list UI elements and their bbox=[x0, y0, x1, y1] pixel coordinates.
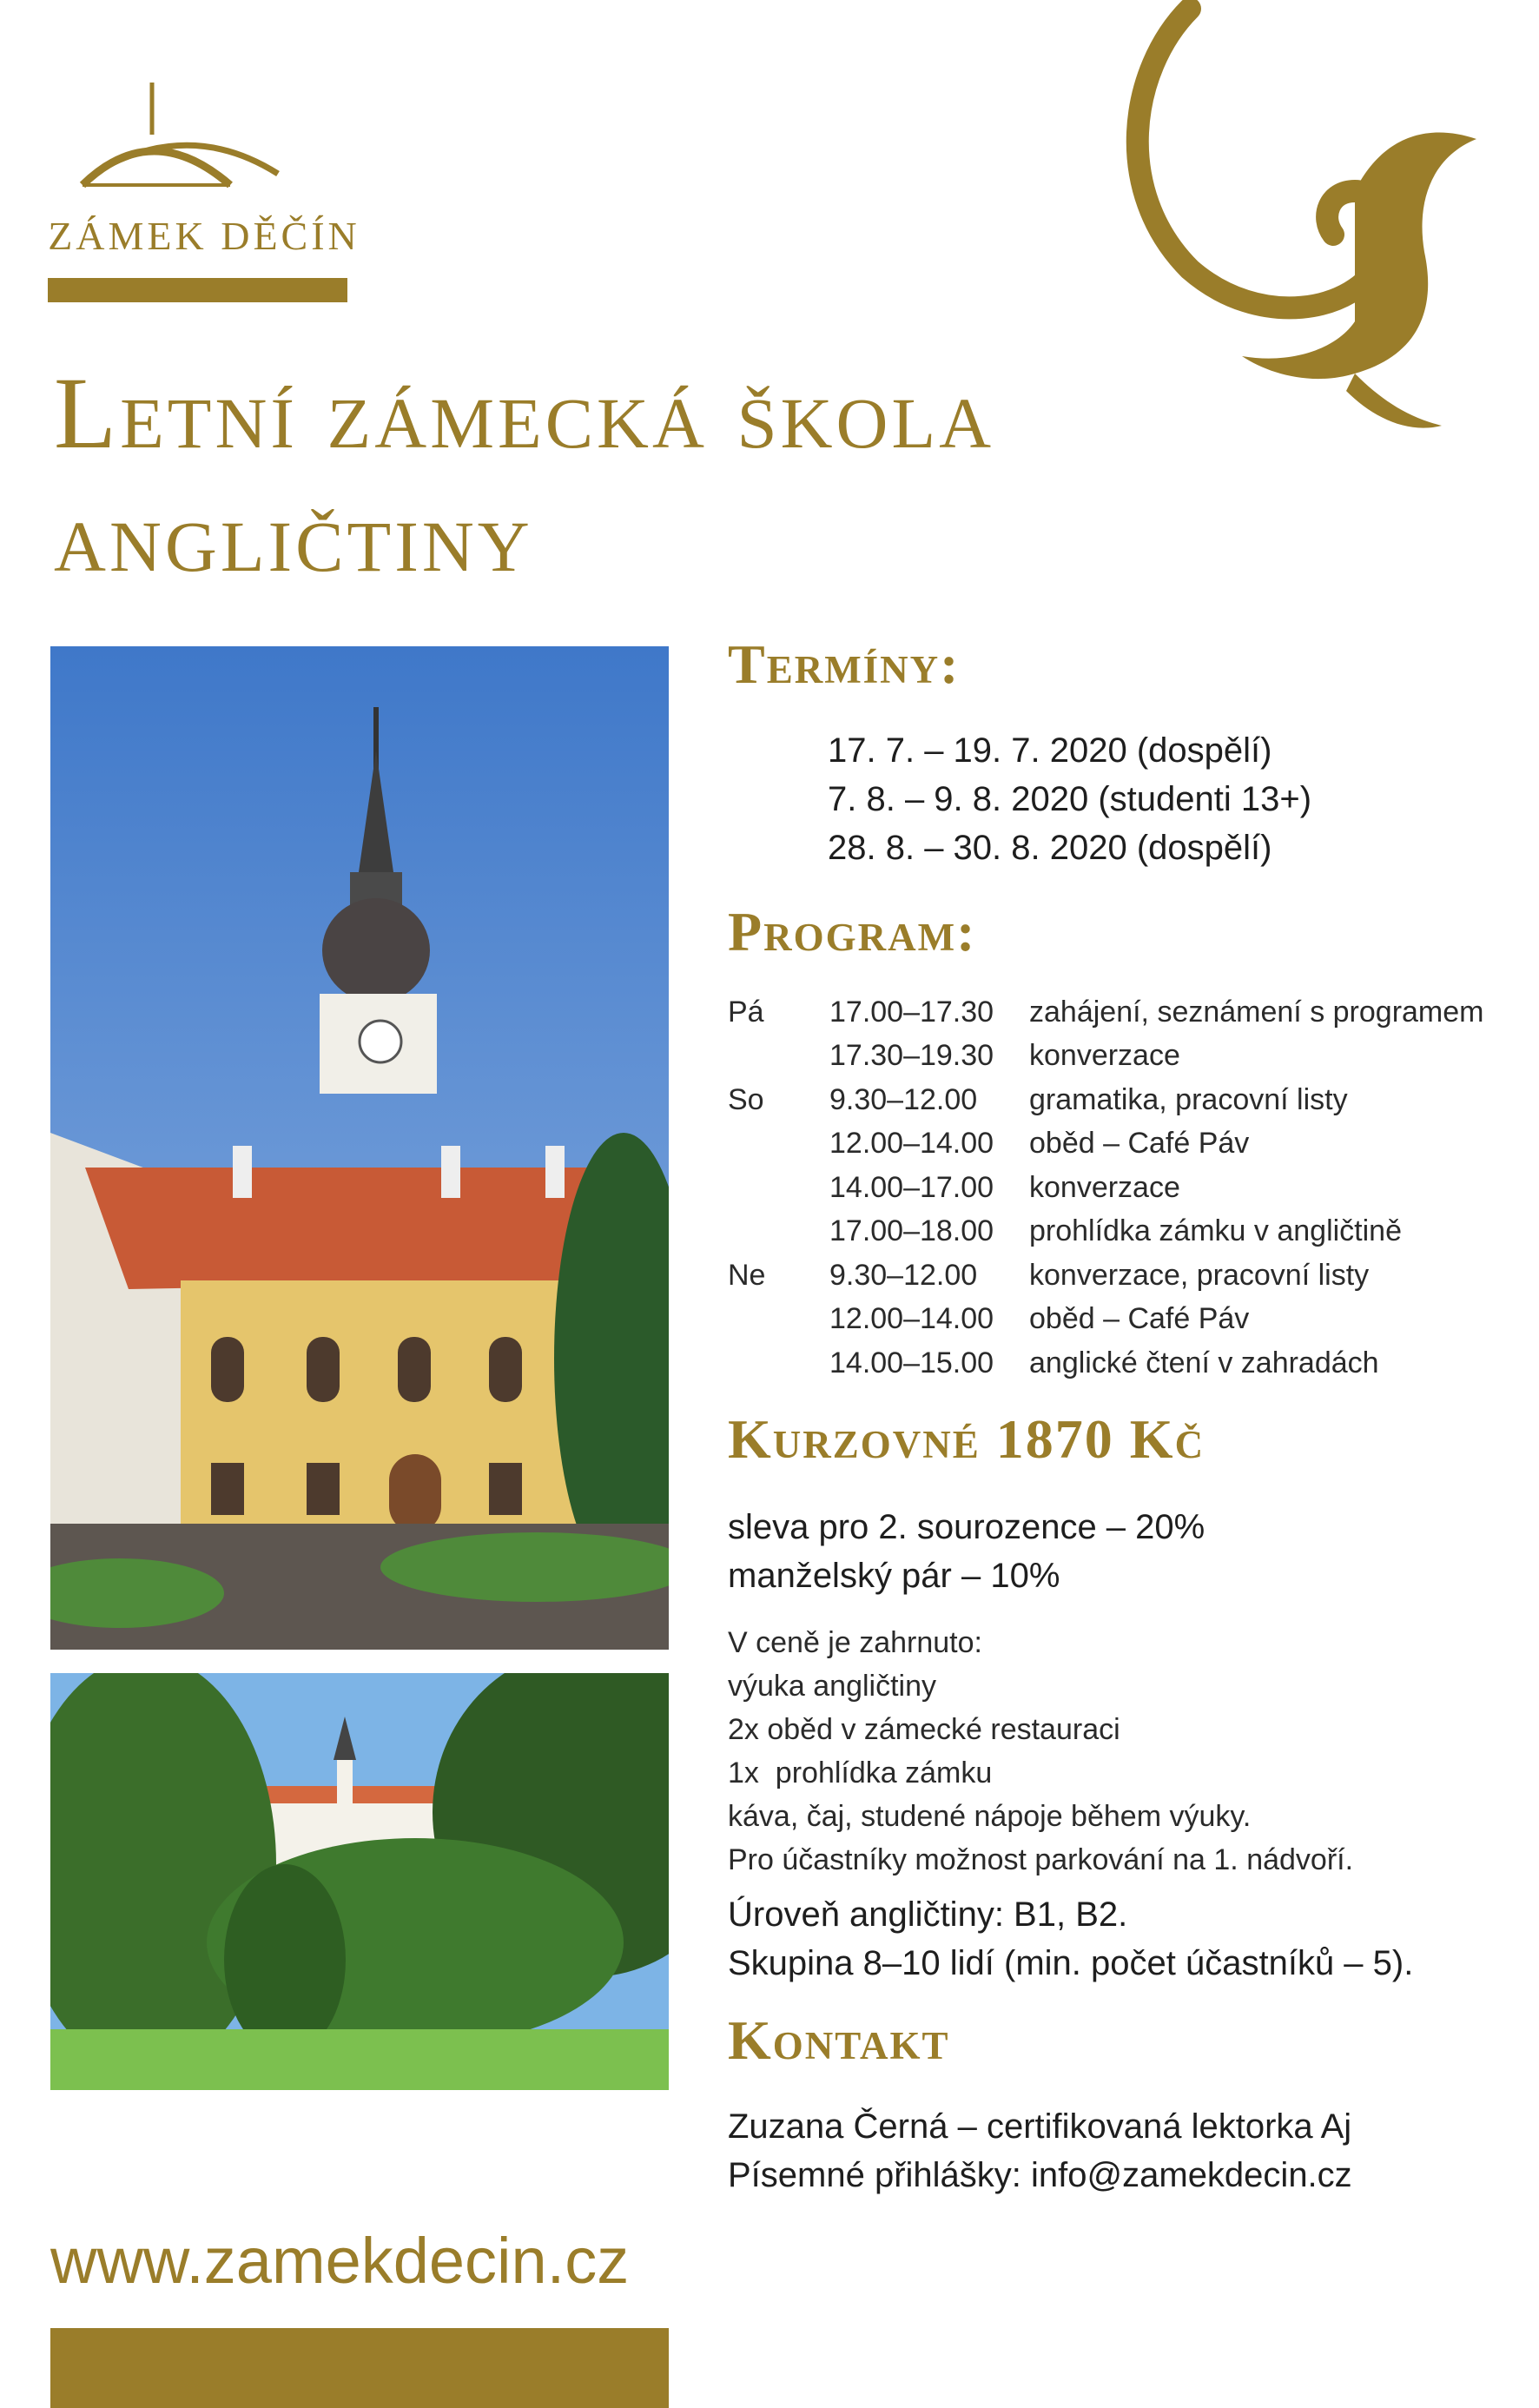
level-info bbox=[728, 1890, 1413, 1988]
program-time: 17.00–18.00 bbox=[829, 1214, 994, 1248]
program-row bbox=[728, 1122, 1536, 1167]
program-row bbox=[728, 1166, 1536, 1210]
program-row bbox=[728, 990, 1536, 1035]
program-activity: zahájení, seznámení s programem bbox=[1029, 995, 1484, 1029]
program-time: 9.30–12.00 bbox=[829, 1258, 978, 1292]
included-item: 2x oběd v zámecké restauraci bbox=[728, 1713, 1120, 1746]
term-date: 17. 7. – 19. 7. 2020 (dospělí) bbox=[828, 731, 1272, 770]
included-item: káva, čaj, studené nápoje během výuky. bbox=[728, 1800, 1252, 1833]
program-activity: oběd – Café Páv bbox=[1029, 1302, 1250, 1336]
logo bbox=[48, 83, 360, 308]
website-link[interactable]: www.zamekdecin.cz bbox=[50, 2225, 630, 2297]
discount-list bbox=[728, 1503, 1205, 1600]
program-row bbox=[728, 1254, 1536, 1298]
page-title bbox=[54, 352, 1270, 599]
program-row bbox=[728, 1341, 1536, 1386]
program-row bbox=[728, 1210, 1536, 1254]
logo-bar bbox=[48, 278, 347, 302]
contact-info bbox=[728, 2102, 1352, 2200]
program-activity: gramatika, pracovní listy bbox=[1029, 1082, 1348, 1116]
term-date: 28. 8. – 30. 8. 2020 (dospělí) bbox=[828, 829, 1272, 867]
included-item: V ceně je zahrnuto: bbox=[728, 1626, 982, 1659]
bottom-bar bbox=[50, 2328, 669, 2408]
price-heading: Kurzovné 1870 Kč bbox=[728, 1408, 1205, 1470]
program-day: So bbox=[728, 1082, 764, 1116]
included-item: výuka angličtiny bbox=[728, 1670, 937, 1703]
program-time: 12.00–14.00 bbox=[829, 1127, 994, 1161]
program-row bbox=[728, 1035, 1536, 1079]
contact-person: Zuzana Černá – certifikovaná lektorka Aj bbox=[728, 2107, 1352, 2146]
program-activity: konverzace bbox=[1029, 1170, 1180, 1204]
group-size-line: Skupina 8–10 lidí (min. počet účastníků – 5). bbox=[728, 1944, 1414, 1982]
included-item: Pro účastníky možnost parkování na 1. nádvoří. bbox=[728, 1843, 1354, 1876]
program-row bbox=[728, 1078, 1536, 1122]
included-list bbox=[728, 1621, 1353, 1882]
level-line: Úroveň angličtiny: B1, B2. bbox=[728, 1895, 1128, 1934]
program-day: Ne bbox=[728, 1258, 766, 1292]
program-time: 14.00–15.00 bbox=[829, 1346, 994, 1379]
program-heading: Program: bbox=[728, 901, 977, 963]
program-row bbox=[728, 1298, 1536, 1342]
terms-heading: Termíny: bbox=[728, 633, 961, 695]
title-line-1: Letní zámecká škola bbox=[54, 356, 995, 470]
contact-heading: Kontakt bbox=[728, 2009, 950, 2071]
discount-item: sleva pro 2. sourozence – 20% bbox=[728, 1508, 1205, 1546]
contact-email[interactable]: Písemné přihlášky: info@zamekdecin.cz bbox=[728, 2156, 1352, 2194]
terms-list bbox=[828, 726, 1311, 872]
program-table bbox=[728, 990, 1536, 1386]
castle-courtyard-photo bbox=[50, 646, 669, 1650]
discount-item: manželský pár – 10% bbox=[728, 1557, 1060, 1595]
program-activity: konverzace bbox=[1029, 1039, 1180, 1073]
castle-logo-icon bbox=[48, 83, 360, 213]
program-day: Pá bbox=[728, 995, 764, 1029]
program-time: 14.00–17.00 bbox=[829, 1170, 994, 1204]
program-time: 17.00–17.30 bbox=[829, 995, 994, 1029]
program-activity: oběd – Café Páv bbox=[1029, 1127, 1250, 1161]
program-activity: anglické čtení v zahradách bbox=[1029, 1346, 1379, 1379]
program-time: 12.00–14.00 bbox=[829, 1302, 994, 1336]
program-activity: prohlídka zámku v angličtině bbox=[1029, 1214, 1403, 1248]
castle-park-photo bbox=[50, 1673, 669, 2090]
program-time: 17.30–19.30 bbox=[829, 1039, 994, 1073]
included-item: 1x prohlídka zámku bbox=[728, 1756, 993, 1789]
title-line-2: angličtiny bbox=[54, 480, 533, 593]
term-date: 7. 8. – 9. 8. 2020 (studenti 13+) bbox=[828, 780, 1312, 818]
program-activity: konverzace, pracovní listy bbox=[1029, 1258, 1370, 1292]
program-time: 9.30–12.00 bbox=[829, 1082, 978, 1116]
logo-text: ZÁMEK DĚČÍN bbox=[48, 214, 360, 258]
